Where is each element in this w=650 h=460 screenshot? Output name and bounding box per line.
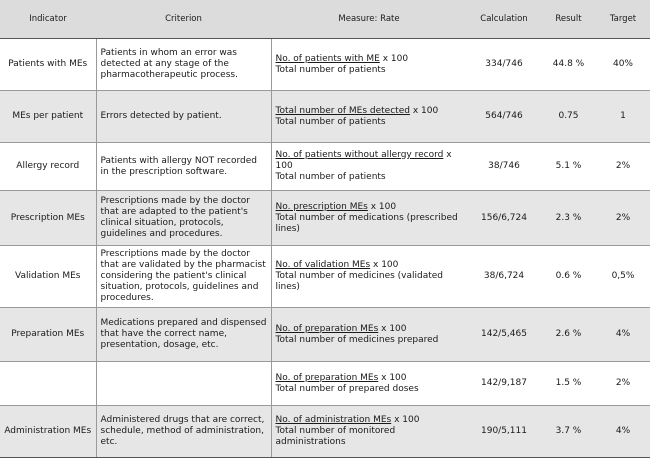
measure-denominator: Total number of prepared doses	[275, 383, 419, 394]
calculation-cell: 142/9,187	[467, 362, 541, 406]
result-cell: 2.3 %	[541, 191, 596, 246]
measure-denominator: Total number of medicines prepared	[275, 334, 439, 345]
indicator-cell: MEs per patient	[0, 91, 96, 143]
header-calculation: Calculation	[467, 0, 541, 39]
measure-denominator: Total number of patients	[275, 116, 386, 127]
measure-numerator: No. prescription MEs	[275, 201, 368, 212]
result-cell: 0.6 %	[541, 246, 596, 308]
table-row	[0, 362, 650, 406]
target-cell: 2%	[596, 191, 650, 246]
measure-numerator: No. of preparation MEs	[275, 323, 379, 334]
target-cell: 4%	[596, 406, 650, 458]
indicator-cell: Allergy record	[0, 143, 96, 191]
measure-cell	[271, 406, 467, 458]
header-indicator: Indicator	[0, 0, 96, 39]
calculation-cell: 142/5,465	[467, 308, 541, 362]
criterion-cell: Patients with allergy NOT recorded in the prescription software.	[96, 143, 271, 191]
indicator-cell	[0, 362, 96, 406]
measure-denominator: Total number of medicines (validated lines)	[275, 271, 444, 292]
calculation-cell: 156/6,724	[467, 191, 541, 246]
measure-numerator: No. of administration MEs	[275, 415, 392, 425]
measure-cell	[271, 246, 467, 308]
result-cell: 5.1 %	[541, 143, 596, 191]
result-cell: 3.7 %	[541, 406, 596, 458]
indicator-cell: Prescription MEs	[0, 191, 96, 246]
header-result: Result	[541, 0, 596, 39]
measure-multiplier: x 100	[367, 201, 397, 212]
measure-multiplier: x 100	[391, 415, 420, 425]
measure-multiplier: x 100	[378, 372, 407, 383]
calculation-cell: 564/746	[467, 91, 541, 143]
table-row	[0, 143, 650, 191]
measure-multiplier: x 100	[409, 105, 439, 116]
indicator-cell: Preparation MEs	[0, 308, 96, 362]
criterion-cell: Patients in whom an error was detected at any stage of the pharmacotherapeutic process.	[96, 39, 271, 91]
target-cell: 40%	[596, 39, 650, 91]
measure-cell	[271, 143, 467, 191]
measure-cell	[271, 39, 467, 91]
target-cell: 2%	[596, 143, 650, 191]
target-cell: 0,5%	[596, 246, 650, 308]
measure-cell	[271, 91, 467, 143]
measure-cell	[271, 362, 467, 406]
criterion-cell: Prescriptions made by the doctor that are validated by the pharmacist considering the patient's clinical situation, protocols, guidelines and procedures.	[96, 246, 271, 308]
measure-numerator: No. of validation MEs	[275, 260, 371, 270]
result-cell: 1.5 %	[541, 362, 596, 406]
criterion-cell: Administered drugs that are correct, schedule, method of administration, etc.	[96, 406, 271, 458]
table-row	[0, 191, 650, 246]
measure-numerator: No. of preparation MEs	[275, 372, 379, 383]
measure-denominator: Total number of patients	[275, 64, 386, 75]
table-row	[0, 406, 650, 458]
calculation-cell: 38/6,724	[467, 246, 541, 308]
measure-cell	[271, 308, 467, 362]
measure-numerator: Total number of MEs detected	[275, 105, 410, 116]
header-measure: Measure: Rate	[271, 0, 467, 39]
measure-numerator: No. of patients without allergy record	[275, 150, 444, 160]
table-row	[0, 91, 650, 143]
criterion-cell: Errors detected by patient.	[96, 91, 271, 143]
table-row	[0, 39, 650, 91]
target-cell: 4%	[596, 308, 650, 362]
table-row	[0, 308, 650, 362]
measure-denominator: Total number of monitored administrations	[275, 426, 396, 447]
calculation-cell: 190/5,111	[467, 406, 541, 458]
measure-multiplier: x 100	[378, 323, 407, 334]
target-cell: 1	[596, 91, 650, 143]
result-cell: 0.75	[541, 91, 596, 143]
result-cell: 44.8 %	[541, 39, 596, 91]
criterion-cell	[96, 362, 271, 406]
indicator-cell: Patients with MEs	[0, 39, 96, 91]
table-row	[0, 246, 650, 308]
criterion-cell: Medications prepared and dispensed that have the correct name, presentation, dosage, etc.	[96, 308, 271, 362]
criterion-cell: Prescriptions made by the doctor that are adapted to the patient's clinical situation, protocols, guidelines and procedures.	[96, 191, 271, 246]
header-target: Target	[596, 0, 650, 39]
target-cell: 2%	[596, 362, 650, 406]
header-row	[0, 0, 650, 39]
indicator-cell: Administration MEs	[0, 406, 96, 458]
calculation-cell: 334/746	[467, 39, 541, 91]
indicator-cell: Validation MEs	[0, 246, 96, 308]
measure-multiplier: x 100	[275, 150, 452, 171]
measure-multiplier: x 100	[370, 260, 399, 270]
measure-denominator: Total number of medications (prescribed lines)	[275, 212, 458, 234]
measure-numerator: No. of patients with ME	[275, 53, 380, 64]
measure-cell	[271, 191, 467, 246]
measure-denominator: Total number of patients	[275, 172, 386, 182]
header-criterion: Criterion	[96, 0, 271, 39]
result-cell: 2.6 %	[541, 308, 596, 362]
measure-multiplier: x 100	[379, 53, 409, 64]
calculation-cell: 38/746	[467, 143, 541, 191]
